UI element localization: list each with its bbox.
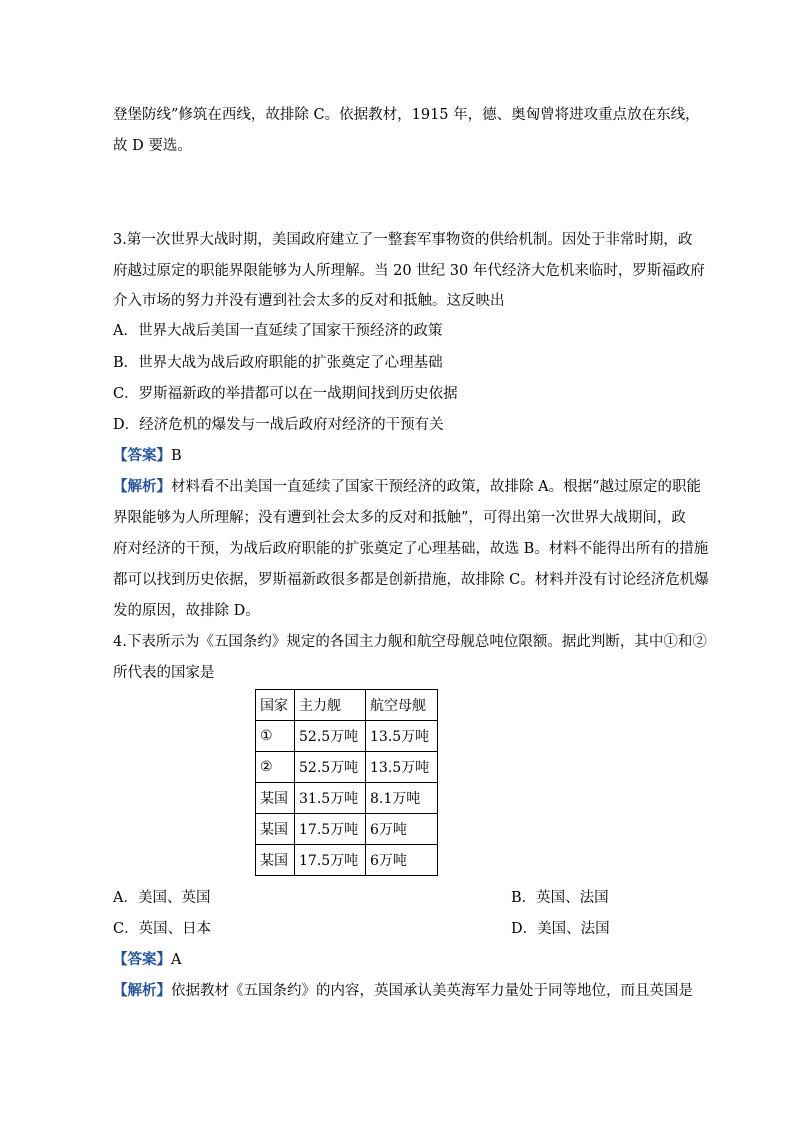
q4-option-c: C．英国、日本 — [113, 921, 212, 937]
q3-option-c: C．罗斯福新政的举措都可以在一战期间找到历史依据 — [113, 386, 458, 402]
table-cell: 13.5万吨 — [366, 752, 438, 783]
q3-analysis-line-2: 界限能够为人所理解；没有遭到社会太多的反对和抵触”，可得出第一次世界大战期间，政 — [113, 510, 686, 526]
table-cell: 某国 — [256, 814, 295, 845]
table-cell: 17.5万吨 — [295, 814, 366, 845]
analysis-tag: 【解析】 — [113, 982, 171, 999]
analysis-tag: 【解析】 — [113, 478, 171, 495]
q3-analysis-line-4: 都可以找到历史依据，罗斯福新政很多都是创新措施，故排除 C。材料并没有讨论经济危机爆 — [113, 572, 709, 588]
q3-stem-line-3: 介入市场的努力并没有遭到社会太多的反对和抵触。这反映出 — [113, 293, 505, 309]
table-cell: ② — [256, 752, 295, 783]
table-cell: 13.5万吨 — [366, 721, 438, 752]
q4-answer — [113, 950, 683, 970]
table-row — [256, 752, 438, 783]
table-cell: 52.5万吨 — [295, 721, 366, 752]
table-row — [256, 783, 438, 814]
q3-analysis-line-3: 府对经济的干预，为战后政府职能的扩张奠定了心理基础，故选 B。材料不能得出所有的措施 — [113, 541, 709, 557]
q4-analysis-line-1 — [113, 981, 693, 1001]
q4-stem-line-1: 4.下表所示为《五国条约》规定的各国主力舰和航空母舰总吨位限额。据此判断，其中①和② — [113, 634, 707, 650]
q3-option-d: D．经济危机的爆发与一战后政府对经济的干预有关 — [113, 417, 444, 433]
analysis-text: 材料看不出美国一直延续了国家干预经济的政策，故排除 A。根据“越过原定的职能 — [171, 479, 701, 495]
q3-analysis-line-1 — [113, 477, 701, 497]
q3-stem-line-1: 3.第一次世界大战时期，美国政府建立了一整套军事物资的供给机制。因处于非常时期，政 — [113, 232, 693, 248]
q4-option-b: B．英国、法国 — [511, 890, 609, 906]
table-cell: 某国 — [256, 783, 295, 814]
table-cell: ① — [256, 721, 295, 752]
answer-value: B — [171, 448, 182, 464]
table-header-cell: 航空母舰 — [366, 690, 438, 721]
answer-tag: 【答案】 — [113, 447, 171, 464]
q4-options-row-1 — [113, 888, 683, 908]
q2-analysis-line-1: 登堡防线”修筑在西线，故排除 C。依据教材，1915 年，德、奥匈曾将进攻重点放在东线， — [113, 107, 700, 123]
q4-option-a: A．美国、英国 — [113, 890, 211, 906]
answer-tag: 【答案】 — [113, 951, 171, 968]
table-cell: 8.1万吨 — [366, 783, 438, 814]
q2-analysis-line-2: 故 D 要选。 — [113, 138, 192, 154]
table-header-cell: 国家 — [256, 690, 295, 721]
analysis-text: 依据教材《五国条约》的内容，英国承认美英海军力量处于同等地位，而且英国是 — [171, 983, 693, 999]
q4-stem-line-2: 所代表的国家是 — [113, 665, 215, 681]
q3-option-b: B．世界大战为战后政府职能的扩张奠定了心理基础 — [113, 355, 443, 371]
table-cell: 31.5万吨 — [295, 783, 366, 814]
table-row — [256, 721, 438, 752]
q4-options-row-2 — [113, 919, 683, 939]
q3-answer — [113, 446, 683, 466]
table-header-row — [256, 690, 438, 721]
table-row — [256, 814, 438, 845]
tonnage-table — [255, 689, 438, 876]
table-row — [256, 845, 438, 876]
answer-value: A — [171, 952, 182, 968]
q3-option-a: A．世界大战后美国一直延续了国家干预经济的政策 — [113, 323, 443, 339]
q3-analysis-line-5: 发的原因，故排除 D。 — [113, 603, 260, 619]
table-cell: 某国 — [256, 845, 295, 876]
table-cell: 17.5万吨 — [295, 845, 366, 876]
table-cell: 6万吨 — [366, 845, 438, 876]
table-cell: 52.5万吨 — [295, 752, 366, 783]
table-cell: 6万吨 — [366, 814, 438, 845]
q4-option-d: D．美国、法国 — [511, 921, 610, 937]
table-header-cell: 主力舰 — [295, 690, 366, 721]
q3-stem-line-2: 府越过原定的职能界限能够为人所理解。当 20 世纪 30 年代经济大危机来临时，罗斯福政府 — [113, 263, 705, 279]
